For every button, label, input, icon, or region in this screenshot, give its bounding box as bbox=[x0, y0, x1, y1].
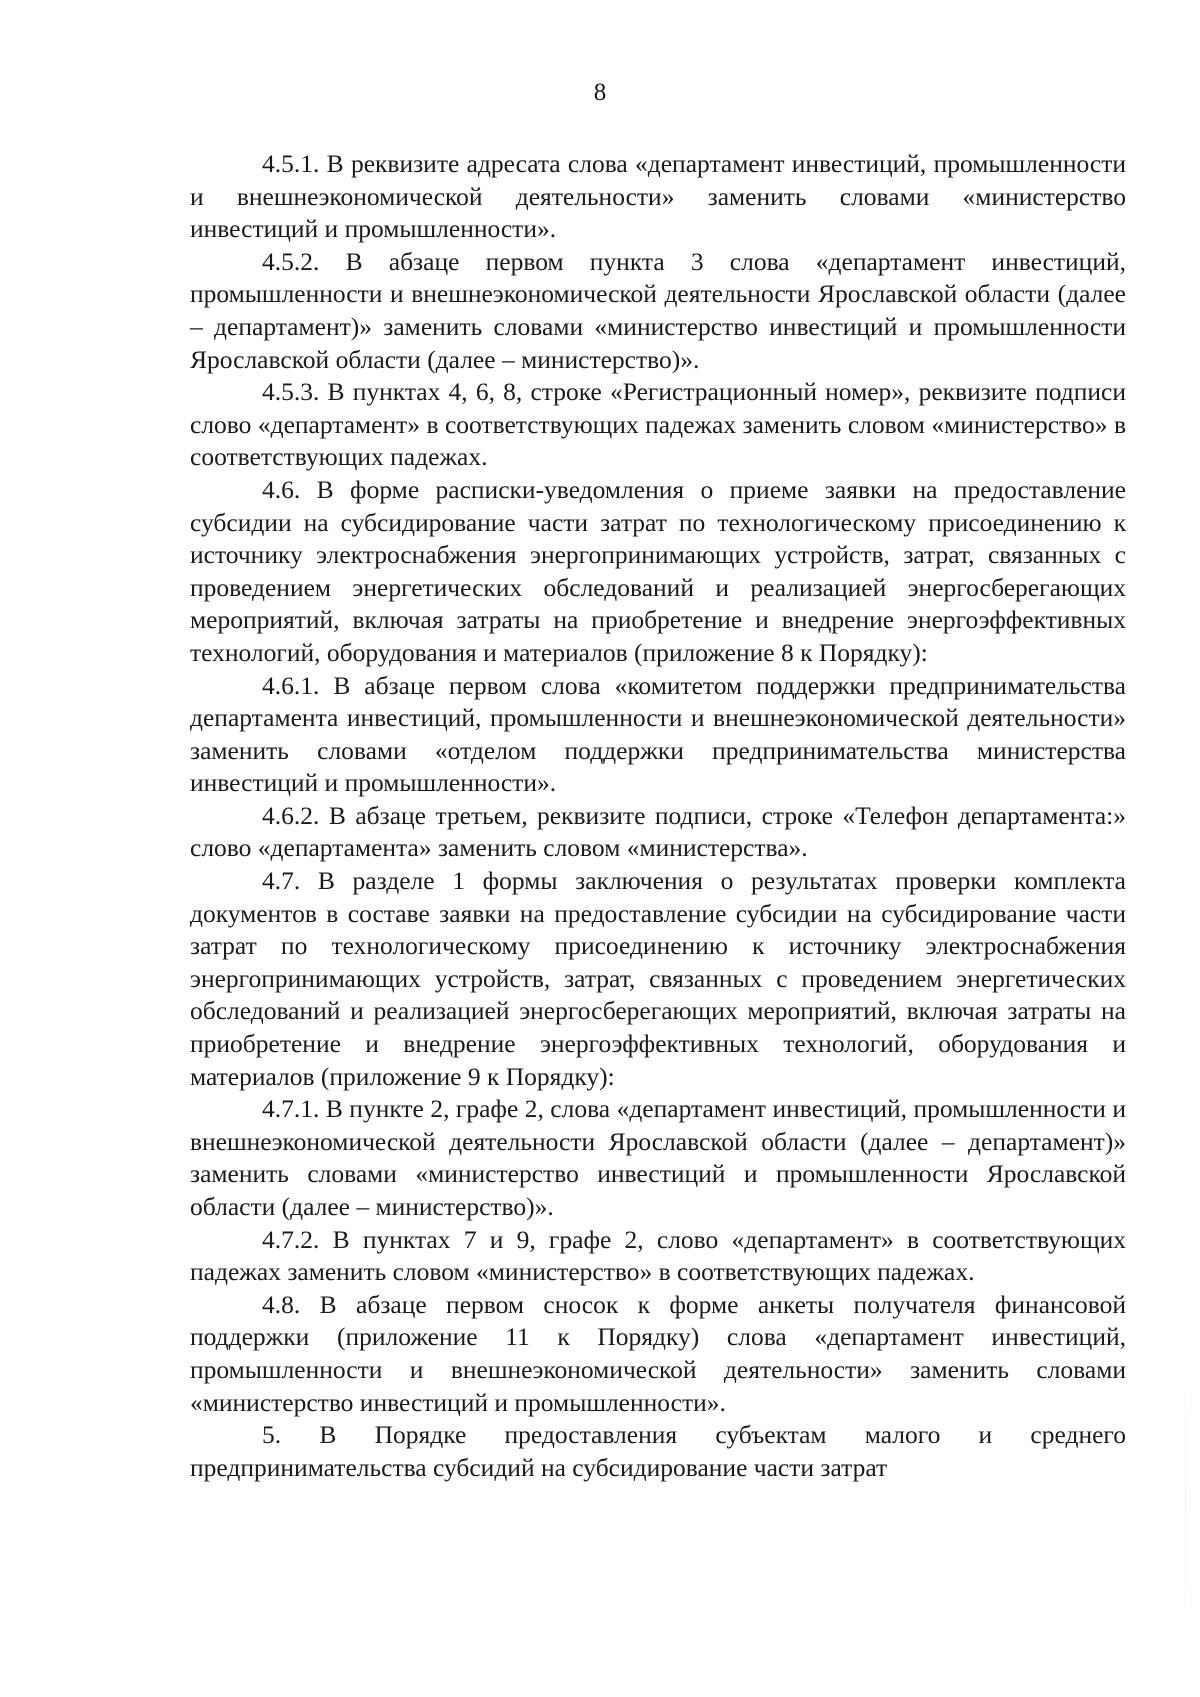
paragraph-4-7-2: 4.7.2. В пунктах 7 и 9, графе 2, слово «департамент» в соответствующих падежах заменить словом «министерство» в соответствующих падежах. bbox=[190, 1224, 1126, 1287]
paragraph-4-5-1: 4.5.1. В реквизите адресата слова «департамент инвестиций, промышленности и внешнеэкономической деятельности» заменить словами «министерство инвестиций и промышленности». bbox=[190, 149, 1126, 244]
paragraph-4-5-2: 4.5.2. В абзаце первом пункта 3 слова «департамент инвестиций, промышленности и внешнеэкономической деятельности Ярославской области (далее – департамент)» заменить словами «министерство инвестиций и промышленности Ярославской области (далее – министерство)». bbox=[190, 246, 1126, 374]
page-number: 8 bbox=[593, 79, 607, 106]
paragraph-4-6: 4.6. В форме расписки-уведомления о приеме заявки на предоставление субсидии на субсидирование части затрат по технологическому присоединению к источнику электроснабжения энергопринимающих устройств, затрат, связанных с проведением энергетических обследований и реализацией энергосберегающих мероприятий, включая затраты на приобретение и внедрение энергоэффективных технологий, оборудования и материалов (приложение 8 к Порядку): bbox=[190, 474, 1126, 667]
document-body bbox=[190, 148, 1126, 1484]
paragraph-4-8: 4.8. В абзаце первом сносок к форме анкеты получателя финансовой поддержки (приложение 11 к Порядку) слова «департамент инвестиций, промышленности и внешнеэкономической деятельности» заменить словами «министерство инвестиций и промышленности». bbox=[190, 1289, 1126, 1417]
paragraph-5: 5. В Порядке предоставления субъектам малого и среднего предпринимательства субсидий на субсидирование части затрат bbox=[190, 1420, 1126, 1482]
scan-edge-artifact bbox=[1185, 1350, 1186, 1650]
paragraph-4-6-1: 4.6.1. В абзаце первом слова «комитетом поддержки предпринимательства департамента инвестиций, промышленности и внешнеэкономической деятельности» заменить словами «отделом поддержки предпринимательства министерства инвестиций и промышленности». bbox=[190, 670, 1126, 798]
paragraph-4-5-3: 4.5.3. В пунктах 4, 6, 8, строке «Регистрационный номер», реквизите подписи слово «департамент» в соответствующих падежах заменить словом «министерство» в соответствующих падежах. bbox=[190, 377, 1126, 472]
paragraph-4-7-1: 4.7.1. В пункте 2, графе 2, слова «департамент инвестиций, промышленности и внешнеэкономической деятельности Ярославской области (далее – департамент)» заменить словами «министерство инвестиций и промышленности Ярославской области (далее – министерство)». bbox=[190, 1094, 1126, 1221]
paragraph-4-7: 4.7. В разделе 1 формы заключения о результатах проверки комплекта документов в составе заявки на предоставление субсидии на субсидирование части затрат по технологическому присоединению к источнику электроснабжения энергопринимающих устройств, затрат, связанных с проведением энергетических обследований и реализацией энергосберегающих мероприятий, включая затраты на приобретение и внедрение энергоэффективных технологий, оборудования и материалов (приложение 9 к Порядку): bbox=[190, 866, 1126, 1091]
paragraph-4-6-2: 4.6.2. В абзаце третьем, реквизите подписи, строке «Телефон департамента:» слово «департамента» заменить словом «министерства». bbox=[190, 800, 1126, 863]
